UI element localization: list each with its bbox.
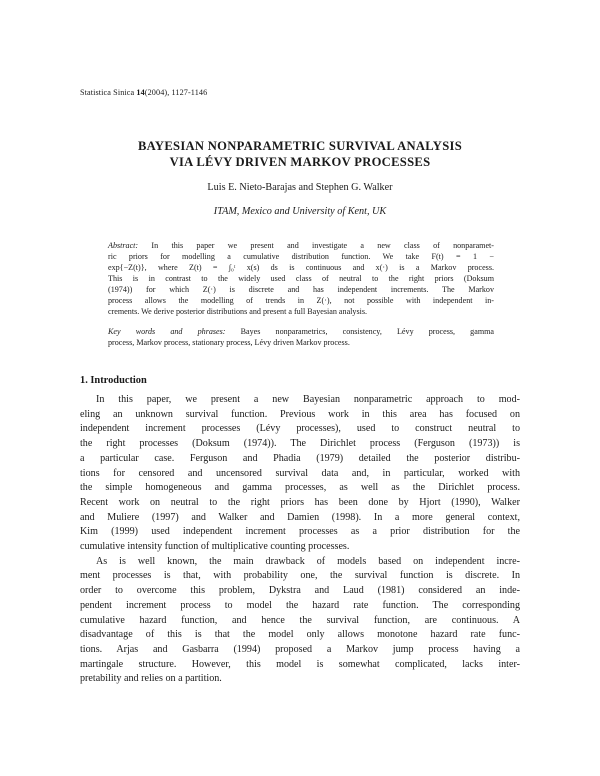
section-heading: 1. Introduction	[80, 375, 147, 386]
abstract-line: exp{−Z(t)}, where Z(t) = ∫₀ᵗ x(s) ds is continuous and x(·) is a Markov process.	[108, 263, 494, 272]
abstract-line: (1974)) for which Z(·) is discrete and has independent increments. The Markov	[108, 285, 494, 294]
body-line: tions. Arjas and Gasbarra (1994) proposed a Markov jump process having a	[80, 643, 520, 655]
keywords-label: Key words and phrases:	[108, 327, 226, 336]
body-line: As is well known, the main drawback of models based on independent incre-	[96, 555, 520, 567]
body-line: order to overcome this problem, Dykstra and Laud (1981) considered an inde-	[80, 585, 520, 597]
keywords-line: Key words and phrases: Bayes nonparametrics, consistency, Lévy process, gamma	[108, 327, 494, 336]
body-line: a particular case. Ferguson and Phadia (1979) detailed the posterior distribu-	[80, 452, 520, 464]
journal-volume: 14	[136, 88, 145, 97]
abstract-line: process allows the modelling of trends in Z(·), not possible with independent in-	[108, 296, 494, 305]
body-line: eling an unknown survival function. Previous work in this area has focused on	[80, 408, 520, 420]
body-line: Kim (1999) used independent increment processes as a prior distribution for the	[80, 526, 520, 538]
keywords-line: process, Markov process, stationary process, Lévy driven Markov process.	[108, 338, 350, 347]
abstract-line: ric priors for modelling a cumulative distribution function. We take F(t) = 1 −	[108, 252, 494, 261]
body-line: independent increment processes (Lévy processes), used to construct neutral to	[80, 423, 520, 435]
body-line: tions for censored and uncensored survival data and, in particular, worked with	[80, 467, 520, 479]
body-line: cumulative intensity function of multiplicative counting processes.	[80, 541, 350, 552]
body-line: the right processes (Doksum (1974)). The Dirichlet process (Ferguson (1973)) is	[80, 438, 520, 450]
body-line: Recent work on neutral to the right priors has been done by Hjort (1990), Walker	[80, 496, 520, 508]
abstract-line: crements. We derive posterior distributions and present a full Bayesian analysis.	[108, 307, 368, 316]
body-line: ment processes is that, with probability one, the survival function is discrete. In	[80, 570, 520, 582]
body-line: the simple homogeneous and gamma processes, as well as the Dirichlet process.	[80, 482, 520, 494]
paper-title-line-2: VIA LÉVY DRIVEN MARKOV PROCESSES	[169, 155, 431, 169]
body-line: martingale structure. However, this model is somewhat complicated, lacks inter-	[80, 658, 520, 670]
paper-affiliation: ITAM, Mexico and University of Kent, UK	[213, 206, 387, 217]
body-line: and Muliere (1997) and Walker and Damien (1998). In a more general context,	[80, 511, 520, 523]
paper-authors: Luis E. Nieto-Barajas and Stephen G. Walker	[207, 182, 393, 193]
abstract-line: This is in contrast to the widely used class of neutral to the right priors (Doksum	[108, 274, 494, 283]
body-line: In this paper, we present a new Bayesian nonparametric approach to mod-	[96, 394, 520, 405]
abstract-label: Abstract:	[108, 241, 139, 250]
journal-year-pages: (2004), 1127-1146	[144, 88, 208, 97]
body-line: pretability and relies on a partition.	[80, 673, 222, 685]
journal-name: Statistica Sinica	[80, 88, 135, 97]
body-line: pendent increment process to model the hazard rate function. The corresponding	[80, 599, 520, 611]
body-line: cumulative hazard function, and hence the survival function, are continuous. A	[80, 614, 520, 626]
paper-title-line-1: BAYESIAN NONPARAMETRIC SURVIVAL ANALYSIS	[137, 139, 463, 153]
body-line: disadvantage of this is that the model only allows monotone hazard rate func-	[80, 629, 520, 641]
abstract-line: Abstract: In this paper we present and investigate a new class of nonparamet-	[108, 241, 494, 250]
journal-header	[80, 88, 207, 97]
